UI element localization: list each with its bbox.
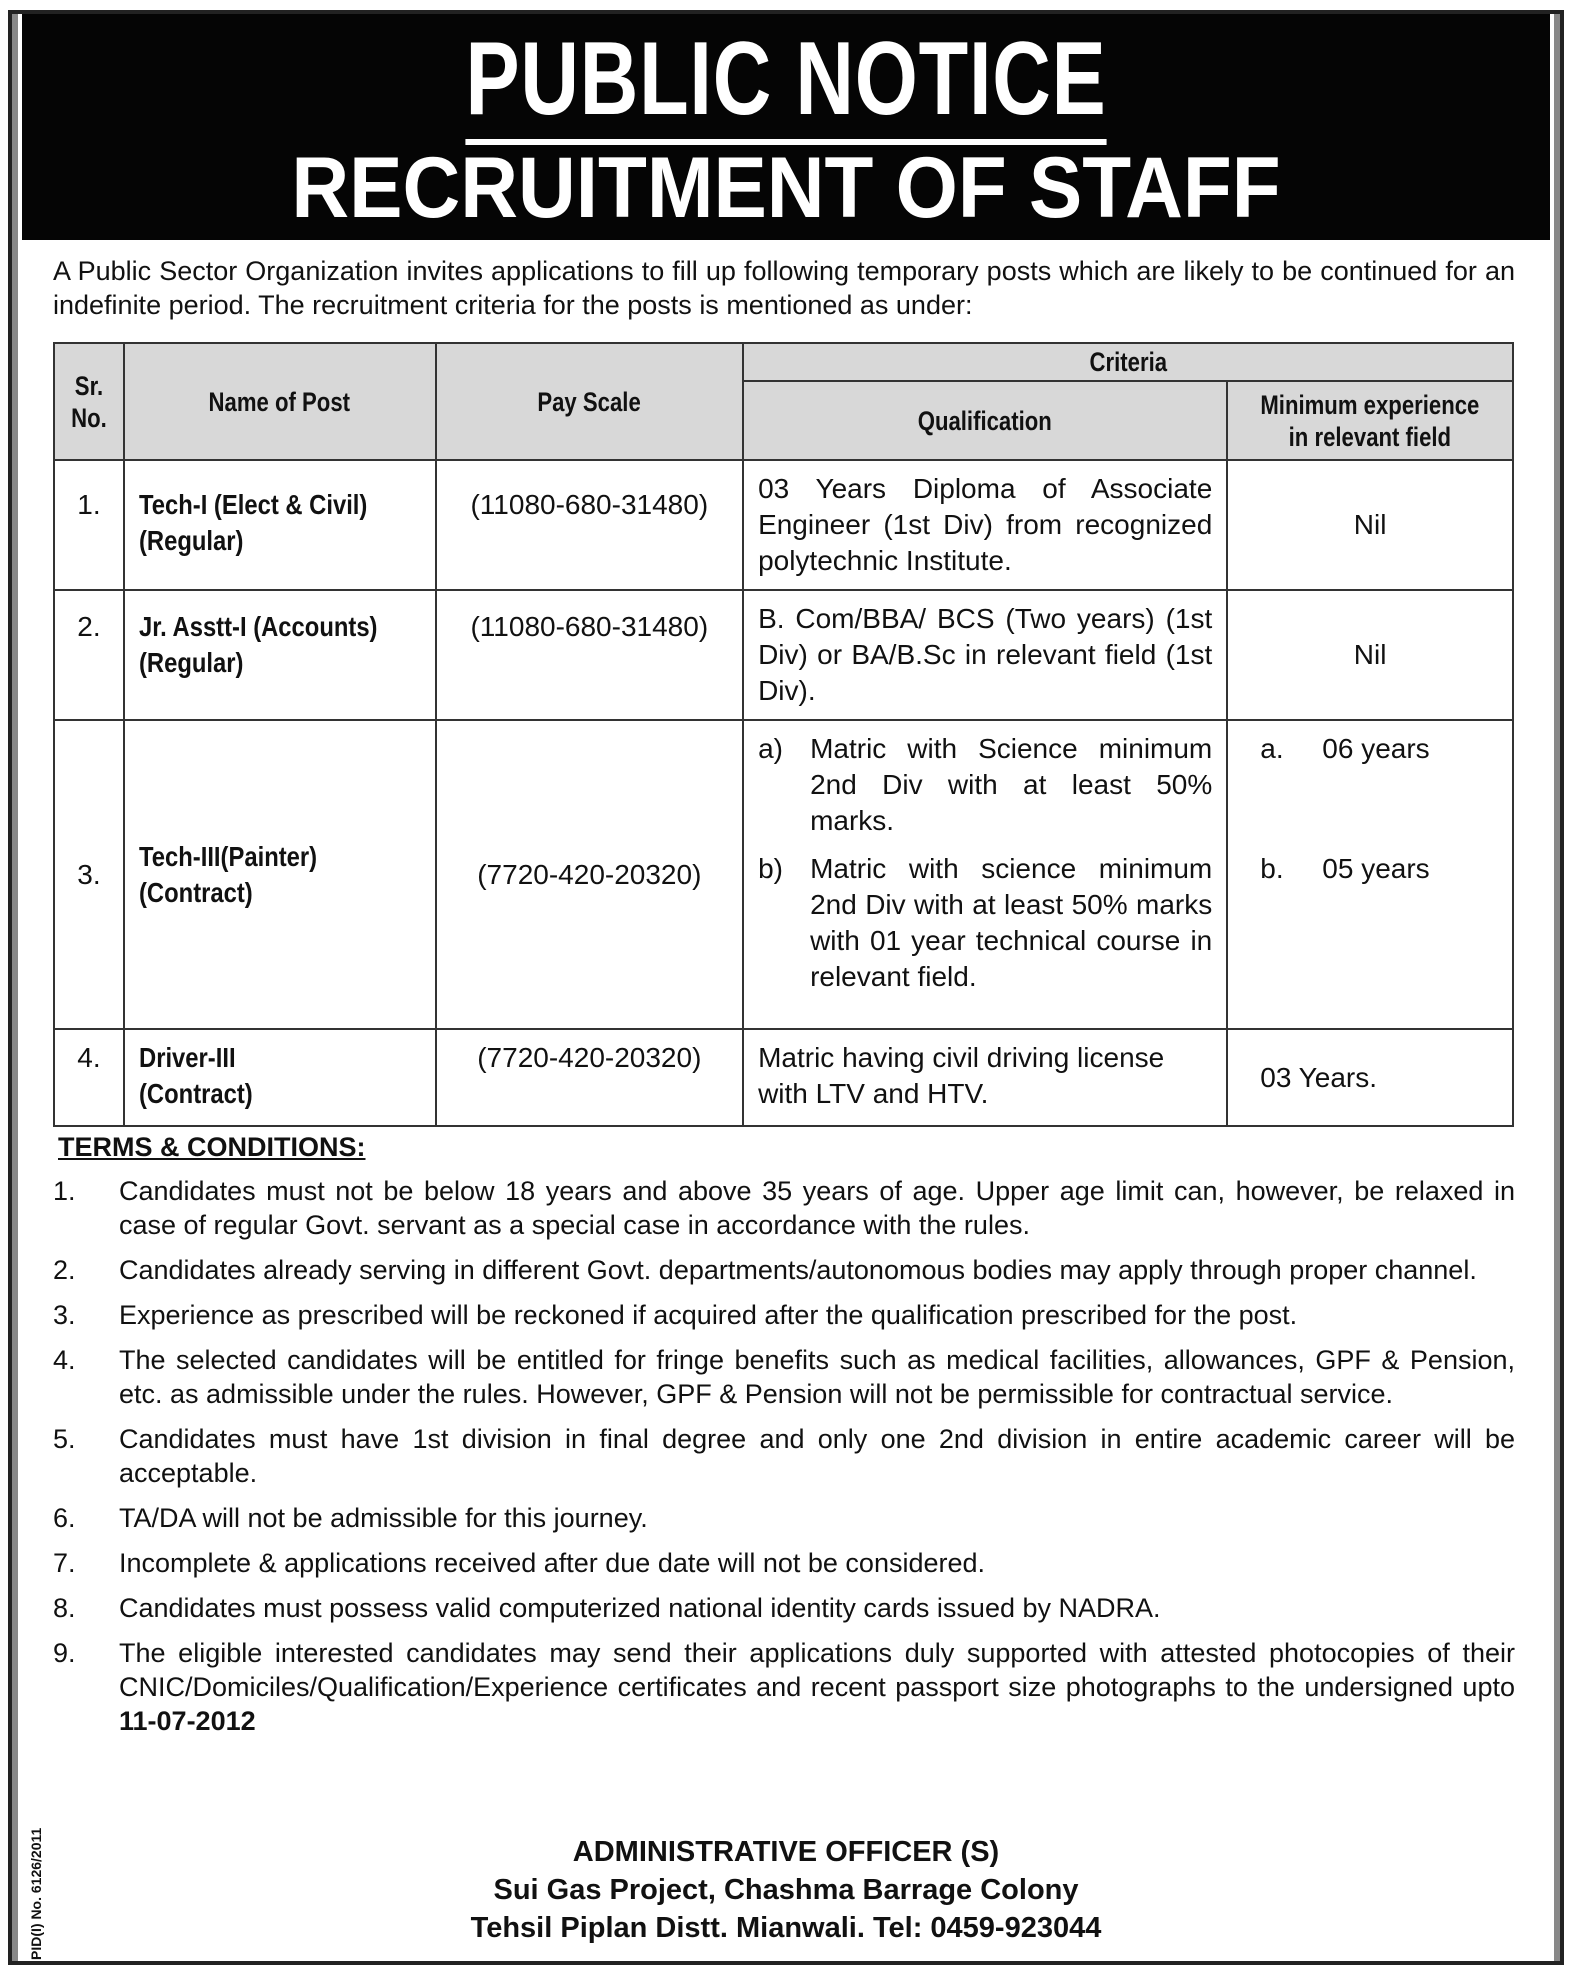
notice-title: PUBLIC NOTICE [190, 24, 1382, 134]
notice-subtitle: RECRUITMENT OF STAFF [291, 140, 1281, 236]
officer-title: ADMINISTRATIVE OFFICER (S) [572, 1836, 1000, 1868]
pay-cell: (7720-420-20320) [436, 720, 743, 1029]
qualification-cell: B. Com/BBA/ BCS (Two years) (1st Div) or BA/B.Sc in relevant field (1st Div). [743, 590, 1227, 720]
col-header-qualification: Qualification [743, 381, 1227, 460]
term-item [53, 1636, 1515, 1738]
term-text: Candidates must have 1st division in final degree and only one 2nd division in entire academic career will be acceptable. [119, 1424, 1515, 1488]
term-item [53, 1501, 1515, 1535]
post-cell: Driver-III (Contract) [124, 1029, 436, 1126]
header-banner [22, 14, 1550, 240]
pay-cell: (11080-680-31480) [436, 590, 743, 720]
term-number: 5. [53, 1424, 76, 1454]
post-cell: Jr. Asstt-I (Accounts) (Regular) [124, 590, 436, 720]
term-number: 2. [53, 1255, 76, 1285]
post-cell: Tech-I (Elect & Civil) (Regular) [124, 460, 436, 590]
term-number: 4. [53, 1345, 76, 1375]
term-text [119, 1636, 1515, 1738]
qualification-cell: 03 Years Diploma of Associate Engineer (1st Div) from recognized polytechnic Institute. [743, 460, 1227, 590]
term-text: TA/DA will not be admissible for this journey. [119, 1503, 648, 1533]
term-item [53, 1591, 1515, 1625]
term-text: Candidates must possess valid computerized national identity cards issued by NADRA. [119, 1593, 1161, 1623]
qualification-option: Matric with Science minimum 2nd Div with at least 50% marks. [810, 733, 1213, 836]
experience-cell: Nil [1227, 590, 1513, 720]
term-item [53, 1422, 1515, 1490]
term-number: 3. [53, 1300, 76, 1330]
table-row [54, 590, 1513, 720]
terms-list [53, 1174, 1515, 1749]
qualification-option: Matric with science minimum 2nd Div with at least 50% marks with 01 year technical course in relevant field. [810, 853, 1213, 992]
experience-cell: 03 Years. [1227, 1029, 1513, 1126]
col-header-experience: Minimum experience in relevant field [1227, 381, 1513, 460]
experience-option: 05 years [1322, 853, 1430, 884]
term-text: Candidates already serving in different Govt. departments/autonomous bodies may apply through proper channel. [119, 1255, 1477, 1285]
sr-cell: 1. [54, 460, 124, 590]
sr-cell: 3. [54, 720, 124, 1029]
term-item [53, 1298, 1515, 1332]
term-item [53, 1546, 1515, 1580]
term-number: 1. [53, 1176, 76, 1206]
option-label: b) [758, 853, 783, 884]
due-date: 11-07-2012 [119, 1706, 256, 1736]
term-text: The selected candidates will be entitled for fringe benefits such as medical facilities, allowances, GPF & Pension, etc. as admissible under the rules. However, GPF & Pension will not be permissible for contractual service. [119, 1345, 1515, 1409]
col-header-criteria: Criteria [743, 343, 1513, 381]
option-label: a. [1260, 733, 1284, 764]
sr-cell: 4. [54, 1029, 124, 1126]
col-header-pay: Pay Scale [436, 343, 743, 460]
option-label: b. [1260, 853, 1284, 884]
term-item [53, 1343, 1515, 1411]
term-number: 6. [53, 1503, 76, 1533]
pay-cell: (11080-680-31480) [436, 460, 743, 590]
term-item [53, 1253, 1515, 1287]
term-number: 8. [53, 1593, 76, 1623]
table-row [54, 1029, 1513, 1126]
table-row [54, 460, 1513, 590]
experience-cell: Nil [1227, 460, 1513, 590]
experience-cell [1227, 720, 1513, 1029]
experience-option: 06 years [1322, 733, 1430, 764]
signature-block [0, 1833, 1572, 1947]
term-text: Experience as prescribed will be reckoned if acquired after the qualification prescribed for the post. [119, 1300, 1298, 1330]
term-number: 9. [53, 1638, 76, 1668]
pay-cell: (7720-420-20320) [436, 1029, 743, 1126]
term-text: Incomplete & applications received after due date will not be considered. [119, 1548, 986, 1578]
col-header-sr: Sr. No. [54, 343, 124, 460]
col-header-post: Name of Post [124, 343, 436, 460]
terms-title: TERMS & CONDITIONS: [58, 1132, 366, 1162]
qualification-cell: Matric having civil driving license with LTV and HTV. [743, 1029, 1227, 1126]
address-line: Sui Gas Project, Chashma Barrage Colony [493, 1874, 1079, 1906]
qualification-cell [743, 720, 1227, 1029]
term-number: 7. [53, 1548, 76, 1578]
pid-number: PID(I) No. 6126/2011 [28, 1827, 44, 1960]
intro-paragraph: A Public Sector Organization invites applications to fill up following temporary posts which are likely to be continued for an indefinite period. The recruitment criteria for the posts is mentioned as under: [53, 256, 1515, 320]
posts-table [53, 342, 1514, 1127]
address-phone-line: Tehsil Piplan Distt. Mianwali. Tel: 0459-923044 [470, 1912, 1102, 1944]
term-item [53, 1174, 1515, 1242]
term-body: The eligible interested candidates may send their applications duly supported with attested photocopies of their CNIC/Domiciles/Qualification/Experience certificates and recent passport size photographs to the undersigned upto [119, 1638, 1515, 1702]
post-cell: Tech-III(Painter) (Contract) [124, 720, 436, 1029]
table-row [54, 720, 1513, 1029]
sr-cell: 2. [54, 590, 124, 720]
term-text: Candidates must not be below 18 years and above 35 years of age. Upper age limit can, however, be relaxed in case of regular Govt. servant as a special case in accordance with the rules. [119, 1176, 1515, 1240]
option-label: a) [758, 733, 783, 764]
